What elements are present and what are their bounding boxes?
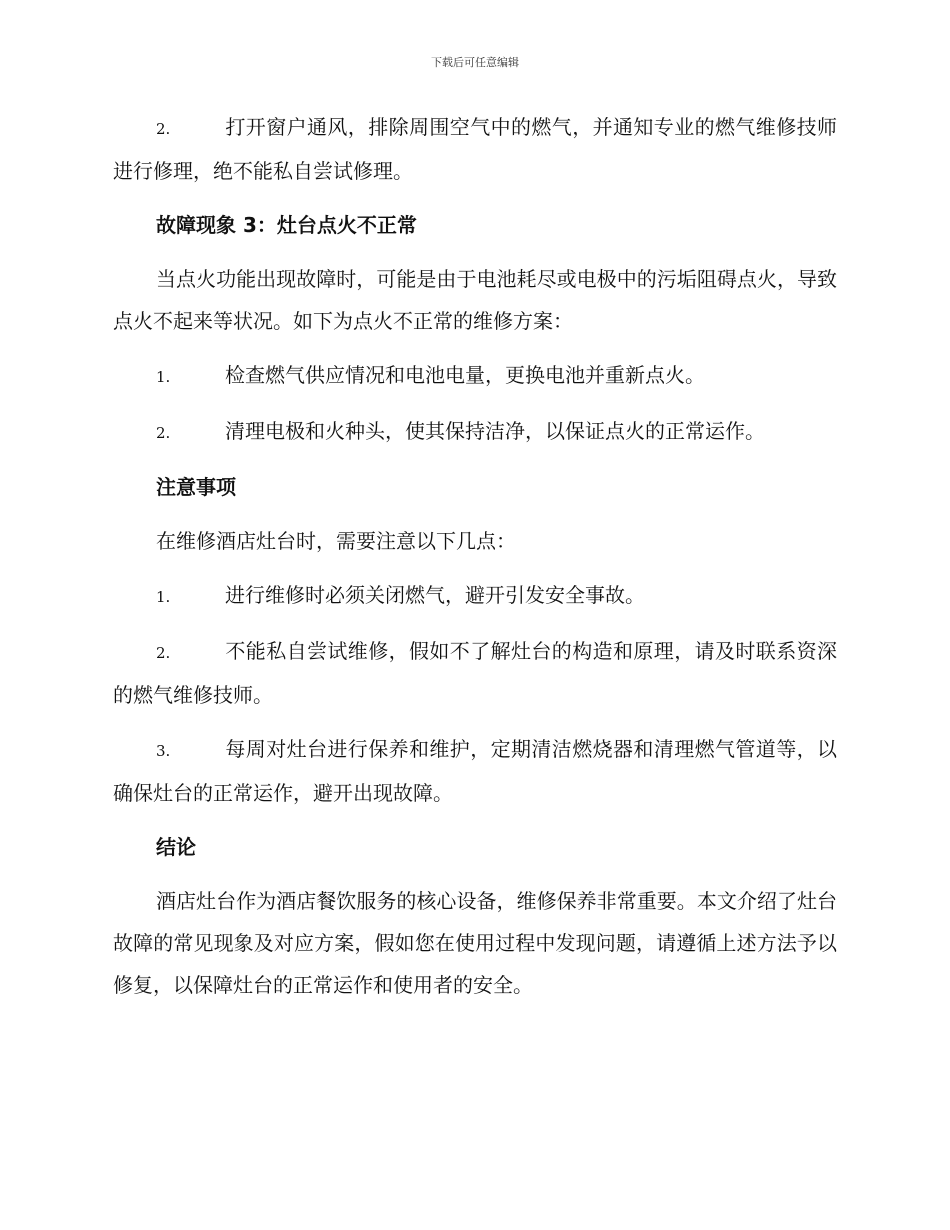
section-heading: 结论 — [156, 835, 196, 859]
section-heading: 故障现象 3：灶台点火不正常 — [156, 213, 417, 237]
list-item-text: 检查燃气供应情况和电池电量，更换电池并重新点火。 — [225, 363, 705, 387]
page-header: 下载后可任意编辑 — [431, 56, 519, 69]
list-number: 3. — [156, 742, 171, 760]
list-item-text: 每周对灶台进行保养和维护，定期清洁燃烧器和清理燃气管道等，以确保灶台的正常运作，避开出现故障。 — [113, 737, 837, 805]
list-item-text: 进行维修时必须关闭燃气，避开引发安全事故。 — [225, 583, 645, 607]
list-item — [113, 728, 837, 814]
list-number: 1. — [156, 588, 171, 606]
list-number: 1. — [156, 368, 171, 386]
list-number: 2. — [156, 644, 171, 662]
list-number: 2. — [156, 120, 171, 138]
list-item — [113, 354, 837, 398]
list-number: 2. — [156, 424, 171, 442]
paragraph: 酒店灶台作为酒店餐饮服务的核心设备，维修保养非常重要。本文介绍了灶台故障的常见现象及对应方案，假如您在使用过程中发现问题，请遵循上述方法予以修复，以保障灶台的正常运作和使用者的安全。 — [113, 889, 837, 997]
document-body — [113, 106, 837, 1018]
list-item-text: 不能私自尝试维修，假如不了解灶台的构造和原理，请及时联系资深的燃气维修技师。 — [113, 639, 837, 707]
list-item — [113, 410, 837, 454]
list-item-text: 清理电极和火种头，使其保持洁净，以保证点火的正常运作。 — [225, 419, 765, 443]
list-item — [113, 574, 837, 618]
list-item-text: 打开窗户通风，排除周围空气中的燃气，并通知专业的燃气维修技师进行修理，绝不能私自尝试修理。 — [113, 115, 837, 183]
paragraph: 在维修酒店灶台时，需要注意以下几点： — [156, 529, 516, 553]
list-item — [113, 106, 837, 192]
paragraph: 当点火功能出现故障时，可能是由于电池耗尽或电极中的污垢阻碍点火，导致点火不起来等状况。如下为点火不正常的维修方案： — [113, 267, 837, 333]
section-heading: 注意事项 — [156, 475, 236, 499]
list-item — [113, 630, 837, 716]
